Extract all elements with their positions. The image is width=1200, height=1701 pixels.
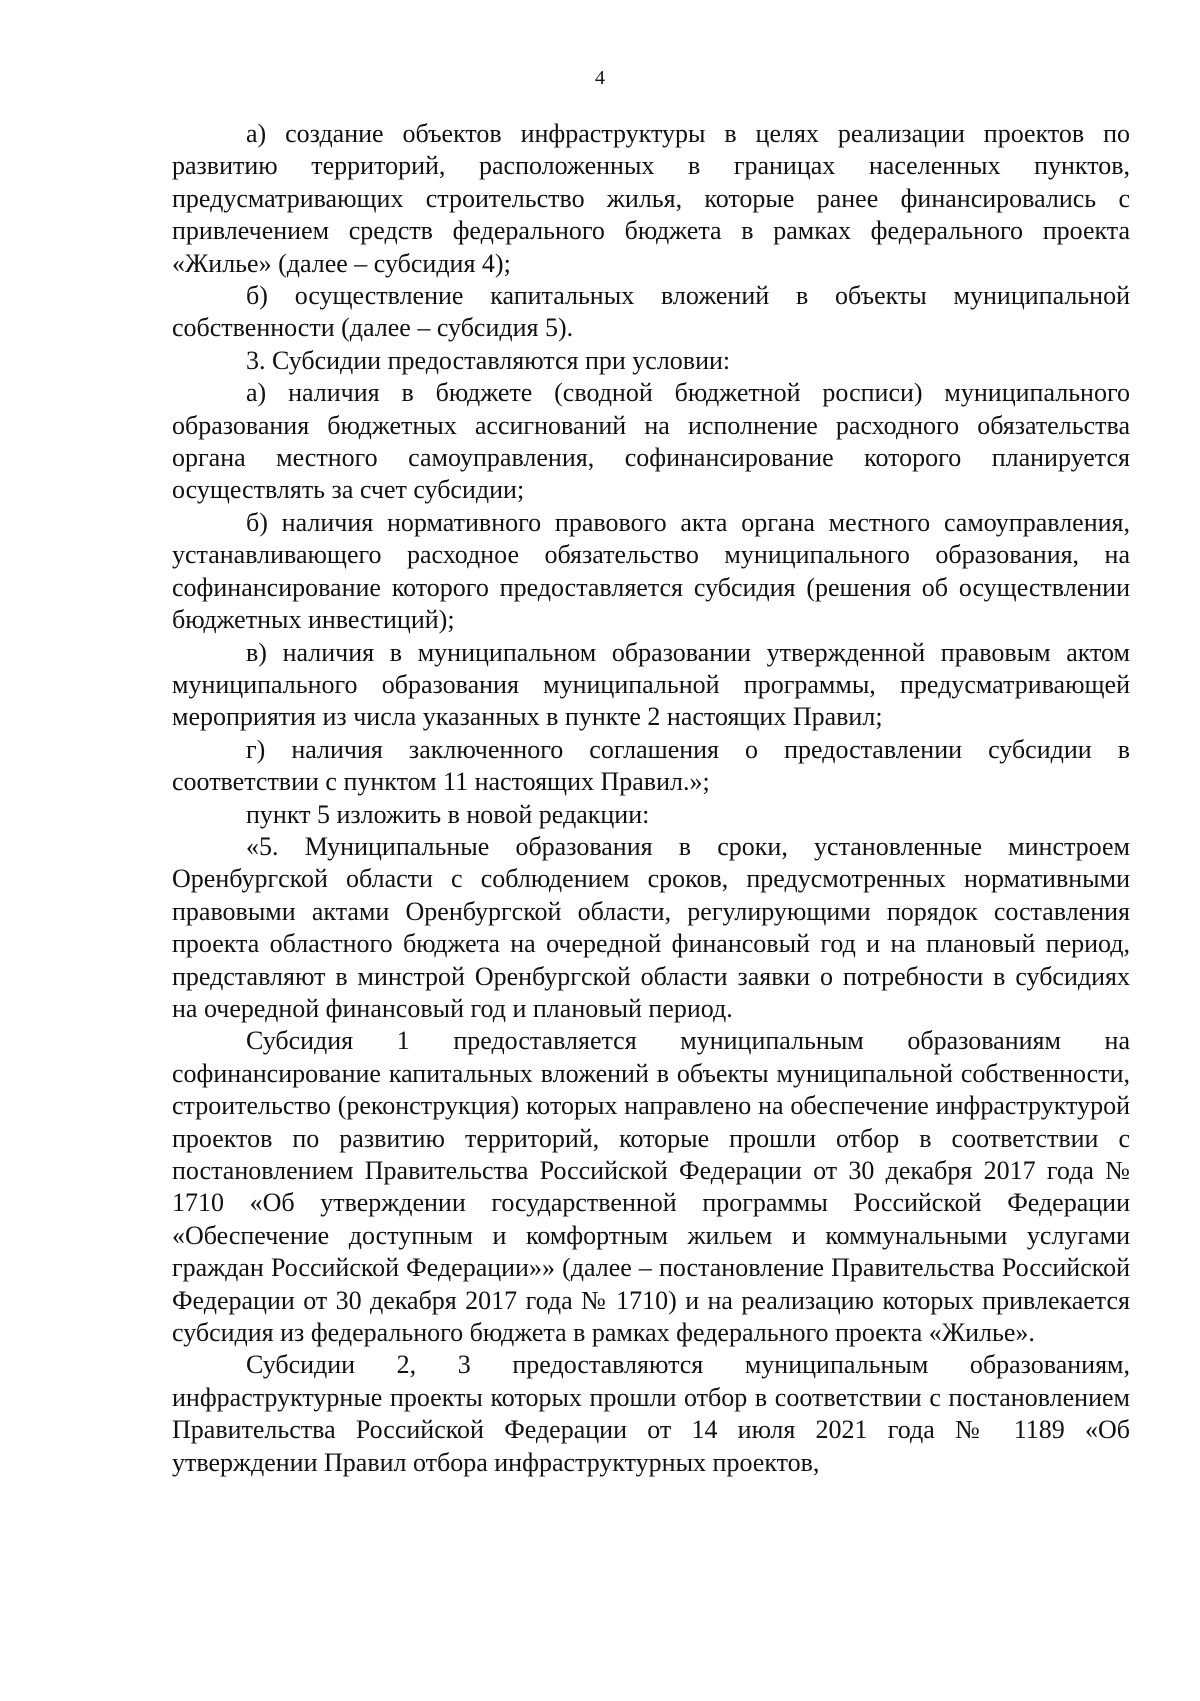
paragraph-condition-b: б) наличия нормативного правового акта органа местного самоуправления, устанавливающего расходное обязательство муниципального образования, на софинансирование которого предоставляется субсидия (решения об осуществлении бюджетных инвестиций); [172,507,1130,635]
paragraph-section-3-heading: 3. Субсидии предоставляются при условии: [246,345,731,375]
paragraph-section-5: «5. Муниципальные образования в сроки, установленные минстроем Оренбургской области с соблюдением сроков, предусмотренных нормативными правовыми актами Оренбургской области, регулирующими порядок составления проекта областного бюджета на очередной финансовый год и на плановый период, представляют в минстрой Оренбургской области заявки о потребности в субсидиях на очередной финансовый год и плановый период. [172,831,1130,1023]
paragraph-condition-a: а) наличия в бюджете (сводной бюджетной росписи) муниципального образования бюджетных ассигнований на исполнение расходного обязательства органа местного самоуправления, софинансирование которого планируется осуществлять за счет субсидии; [172,378,1130,505]
page-number: 4 [595,67,605,89]
paragraph-subsidy-1: Субсидия 1 предоставляется муниципальным образованиям на софинансирование капитальных вложений в объекты муниципальной собственности, строительство (реконструкция) которых направлено на обеспечение инфраструктурой проектов по развитию территорий, которые прошли отбор в соответствии с постановлением Правительства Российской Федерации от 30 декабря 2017 года № 1710 «Об утверждении государственной программы Российской Федерации «Обеспечение доступным и комфортным жильем и коммунальными услугами граждан Российской Федерации»» (далее – постановление Правительства Российской Федерации от 30 декабря 2017 года № 1710) и на реализацию которых привлекается субсидия из федерального бюджета в рамках федерального проекта «Жилье». [172,1026,1130,1348]
paragraph-subsidy-5: б) осуществление капитальных вложений в объекты муниципальной собственности (далее – субсидия 5). [172,281,1130,343]
document-body [172,118,1130,1479]
paragraph-amendment-point-5: пункт 5 изложить в новой редакции: [246,799,650,829]
paragraph-condition-g: г) наличия заключенного соглашения о предоставлении субсидии в соответствии с пунктом 11 настоящих Правил.»; [172,734,1130,797]
paragraph-condition-v: в) наличия в муниципальном образовании утвержденной правовым актом муниципального образования муниципальной программы, предусматривающей мероприятия из числа указанных в пункте 2 настоящих Правил; [172,637,1130,732]
paragraph-subsidies-2-3: Субсидии 2, 3 предоставляются муниципальным образованиям, инфраструктурные проекты которых прошли отбор в соответствии с постановлением Правительства Российской Федерации от 14 июля 2021 года № 1189 «Об утверждении Правил отбора инфраструктурных проектов, [172,1350,1130,1477]
paragraph-subsidy-4: а) создание объектов инфраструктуры в целях реализации проектов по развитию территорий, расположенных в границах населенных пунктов, предусматривающих строительство жилья, которые ранее финансировались с привлечением средств федерального бюджета в рамках федерального проекта «Жилье» (далее – субсидия 4); [172,119,1130,278]
